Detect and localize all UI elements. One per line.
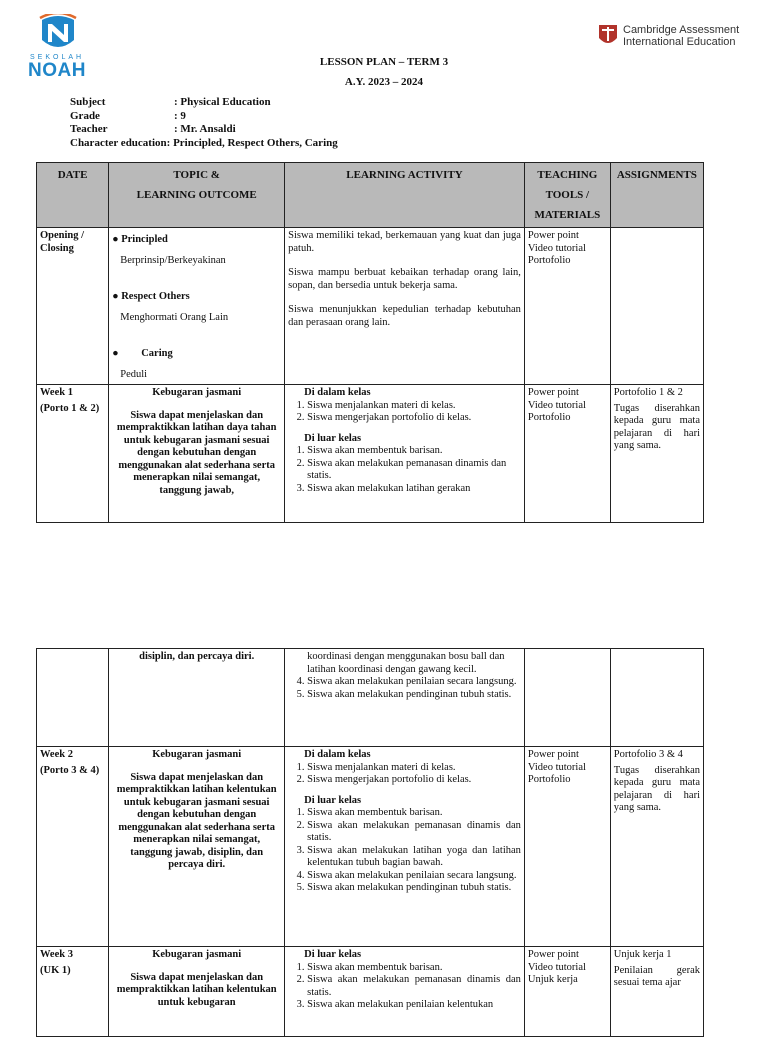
opening-assignments (610, 228, 703, 385)
list-item: 2. Siswa akan melakukan pemanasan dinamis dan statis. (307, 974, 521, 999)
header-tools (524, 163, 610, 228)
out-class-title: Di luar kelas (304, 794, 362, 806)
list-item: 1. Siswa akan membentuk barisan. (307, 962, 521, 975)
list-item: 1. Siswa akan membentuk barisan. (307, 807, 521, 820)
tool-item: Video tutorial (527, 761, 586, 773)
activity-text: Siswa memiliki tekad, berkemauan yang kuat dan juga patuh. (288, 230, 521, 254)
school-small-text: SEKOLAH (30, 54, 85, 61)
week1-tools-cont (524, 649, 610, 747)
week1-assignments (610, 385, 703, 523)
in-class-title: Di dalam kelas (304, 749, 371, 760)
cambridge-line2: International Education (623, 36, 736, 48)
week1-tools (524, 385, 610, 523)
value-desc: Peduli (120, 368, 148, 380)
lesson-meta (70, 96, 338, 150)
week-sub: (Porto 3 & 4) (40, 764, 100, 776)
value-name: Respect Others (121, 291, 190, 302)
header-tools-line2: TOOLS / (545, 189, 590, 201)
week2-activities (285, 747, 525, 947)
document-title: LESSON PLAN – TERM 3 (319, 56, 449, 68)
out-class-title: Di luar kelas (304, 949, 362, 960)
list-item: 2. Siswa akan melakukan pemanasan dinamis dan statis. (307, 820, 521, 845)
list-item: 1. Siswa akan membentuk barisan. (307, 445, 521, 458)
list-item: 1. Siswa menjalankan materi di kelas. (307, 762, 521, 775)
list-item: 5. Siswa akan melakukan pendinginan tubuh statis. (307, 882, 521, 895)
table-row-opening (37, 228, 704, 385)
list-item: 3. Siswa akan melakukan latihan yoga dan latihan kelentukan tubuh bagian bawah. (307, 845, 521, 870)
week1-activities-cont (285, 649, 525, 747)
noah-emblem-icon (28, 14, 92, 58)
tool-item: Portofolio (527, 412, 571, 423)
list-item: 1. Siswa menjalankan materi di kelas. (307, 400, 521, 413)
list-item: 3. Siswa akan melakukan latihan gerakan (307, 483, 521, 496)
cambridge-shield-icon (598, 24, 618, 48)
header-activity: LEARNING ACTIVITY (285, 163, 525, 228)
tool-item: Video tutorial (527, 399, 586, 411)
week2-date (37, 747, 109, 947)
table-header-row (37, 163, 704, 228)
assignment-title: Portofolio 1 & 2 (613, 387, 683, 398)
cambridge-logo (598, 24, 748, 52)
assignment-title: Portofolio 3 & 4 (613, 749, 683, 760)
week-label: Week 1 (40, 387, 73, 398)
opening-tools (524, 228, 610, 385)
week3-date (37, 947, 109, 1037)
assignment-desc: Tugas diserahkan kepada guru mata pelajaran di hari yang sama. (613, 764, 700, 813)
tool-item: Power point (527, 749, 579, 760)
list-item-cont: koordinasi dengan menggunakan bosu ball dan latihan koordinasi dengan gawang kecil. (307, 651, 505, 675)
value-item (112, 348, 281, 361)
school-name: NOAH (28, 60, 86, 81)
list-item: 4. Siswa akan melakukan penilaian secara langsung. (307, 676, 521, 689)
teacher-value: : Mr. Ansaldi (174, 123, 236, 135)
week1-assign-cont (610, 649, 703, 747)
week-sub: (Porto 1 & 2) (40, 402, 100, 414)
week3-tools (524, 947, 610, 1037)
header-assignments: ASSIGNMENTS (610, 163, 703, 228)
table-row-week1-cont (37, 649, 704, 747)
cambridge-line1: Cambridge Assessment (623, 24, 740, 36)
grade-value: : 9 (174, 109, 186, 122)
week3-assignments (610, 947, 703, 1037)
list-item: 2. Siswa mengerjakan portofolio di kelas. (307, 774, 521, 787)
week1-activities (285, 385, 525, 523)
learning-outcome: Siswa dapat menjelaskan dan mempraktikkan latihan kelentukan untuk kebugaran jasmani sesuai dengan kebutuhan dengan menggunakan alat sederhana serta menerapkan nilai semangat, tanggung jawab, disiplin, dan percaya diri. (116, 771, 277, 870)
tool-item: Power point (527, 949, 579, 960)
activity-text: Siswa mampu berbuat kebaikan terhadap orang lain, sopan, dan bersedia untuk bekerja sama. (288, 267, 521, 291)
topic-title: Kebugaran jasmani (152, 949, 242, 960)
list-item: 2. Siswa akan melakukan pemanasan dinamis dan statis. (307, 458, 521, 483)
value-name: Caring (141, 348, 173, 359)
week3-topic (109, 947, 285, 1037)
subject-value: : Physical Education (174, 96, 271, 108)
week2-assignments (610, 747, 703, 947)
character-label: Character education (70, 136, 167, 149)
character-value: : Principled, Respect Others, Caring (166, 136, 338, 149)
value-item (112, 291, 281, 304)
table-row-week2 (37, 747, 704, 947)
value-item (112, 234, 281, 247)
list-item: 2. Siswa mengerjakan portofolio di kelas. (307, 412, 521, 425)
opening-values (109, 228, 285, 385)
topic-title: Kebugaran jasmani (152, 749, 242, 760)
header-topic (109, 163, 285, 228)
value-name: Principled (121, 234, 168, 245)
week-label: Week 3 (40, 949, 73, 960)
opening-date: Opening / Closing (37, 228, 109, 385)
in-class-title: Di dalam kelas (304, 387, 371, 398)
lesson-table-page1 (36, 162, 704, 523)
tool-item: Power point (527, 387, 579, 398)
learning-outcome: Siswa dapat menjelaskan dan mempraktikkan latihan kelentukan untuk kebugaran (116, 971, 277, 1008)
header-topic-line2: LEARNING OUTCOME (136, 189, 257, 201)
week1-date (37, 385, 109, 523)
bullet-icon: ● (112, 348, 122, 359)
week1-topic (109, 385, 285, 523)
table-row-week3 (37, 947, 704, 1037)
tool-item: Portofolio (527, 255, 571, 266)
assignment-desc: Tugas diserahkan kepada guru mata pelajaran di hari yang sama. (613, 402, 700, 451)
tool-item: Video tutorial (527, 242, 586, 254)
grade-label: Grade (70, 109, 100, 122)
opening-activities (285, 228, 525, 385)
list-item: 3. Siswa akan melakukan penilaian kelentukan (307, 999, 521, 1012)
academic-year: A.Y. 2023 – 2024 (344, 76, 424, 88)
tool-item: Power point (527, 230, 579, 241)
subject-label: Subject (70, 96, 106, 108)
tool-item: Video tutorial (527, 961, 586, 973)
header-date: DATE (37, 163, 109, 228)
value-desc: Menghormati Orang Lain (120, 311, 229, 323)
week2-topic (109, 747, 285, 947)
topic-title: Kebugaran jasmani (152, 387, 242, 398)
assignment-title: Unjuk kerja 1 (613, 949, 672, 960)
out-class-title: Di luar kelas (304, 432, 362, 444)
list-item: 4. Siswa akan melakukan penilaian secara langsung. (307, 870, 521, 883)
teacher-label: Teacher (70, 123, 108, 135)
week3-activities (285, 947, 525, 1037)
activity-text: Siswa menunjukkan kepedulian terhadap kebutuhan dan perasaan orang lain. (288, 304, 521, 328)
assignment-desc: Penilaian gerak sesuai tema ajar (613, 964, 700, 988)
week1-outcome-cont: disiplin, dan percaya diri. (109, 649, 285, 747)
header-tools-line3: MATERIALS (534, 209, 601, 221)
week1-date-cont (37, 649, 109, 747)
week-label: Week 2 (40, 749, 73, 760)
bullet-icon: ● (112, 234, 122, 245)
table-row-week1 (37, 385, 704, 523)
header-tools-line1: TEACHING (537, 169, 598, 181)
week2-tools (524, 747, 610, 947)
lesson-table-page2 (36, 648, 704, 1037)
tool-item: Unjuk kerja (527, 974, 578, 985)
tool-item: Portofolio (527, 774, 571, 785)
bullet-icon: ● (112, 291, 122, 302)
header-topic-line1: TOPIC & (173, 169, 220, 181)
list-item: 5. Siswa akan melakukan pendinginan tubuh statis. (307, 689, 521, 702)
value-desc: Berprinsip/Berkeyakinan (120, 254, 226, 266)
week-sub: (UK 1) (40, 964, 71, 976)
learning-outcome: Siswa dapat menjelaskan dan mempraktikkan latihan daya tahan untuk kebugaran jasmani sesuai dengan kebutuhan dengan menggunakan alat sederhana serta menerapkan nilai semangat, tanggung jawab, (116, 409, 277, 496)
